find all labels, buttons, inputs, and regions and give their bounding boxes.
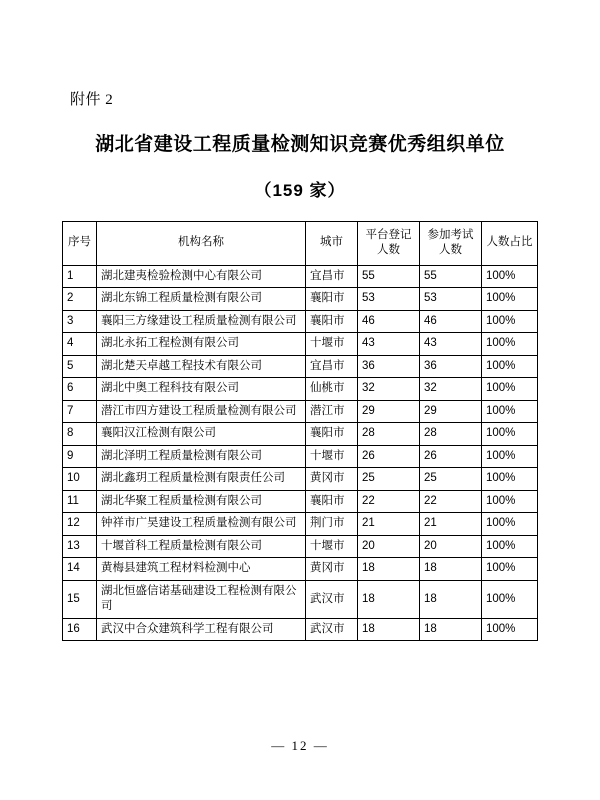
cell-rate: 100% bbox=[482, 400, 538, 423]
cell-city: 宜昌市 bbox=[306, 265, 358, 288]
column-header-name: 机构名称 bbox=[97, 221, 306, 265]
cell-rate: 100% bbox=[482, 333, 538, 356]
cell-index: 1 bbox=[63, 265, 97, 288]
cell-registered-count: 26 bbox=[358, 445, 420, 468]
cell-exam-count: 26 bbox=[420, 445, 482, 468]
cell-index: 3 bbox=[63, 310, 97, 333]
cell-rate: 100% bbox=[482, 445, 538, 468]
cell-organization-name: 湖北鑫玥工程质量检测有限责任公司 bbox=[97, 468, 306, 491]
table-row bbox=[63, 580, 538, 618]
column-header-registered-line1: 平台登记 bbox=[365, 228, 412, 241]
cell-registered-count: 21 bbox=[358, 513, 420, 536]
cell-rate: 100% bbox=[482, 490, 538, 513]
cell-exam-count: 18 bbox=[420, 558, 482, 581]
cell-index: 12 bbox=[63, 513, 97, 536]
cell-index: 6 bbox=[63, 378, 97, 401]
cell-organization-name: 湖北中奥工程科技有限公司 bbox=[97, 378, 306, 401]
cell-index: 4 bbox=[63, 333, 97, 356]
cell-rate: 100% bbox=[482, 288, 538, 311]
cell-exam-count: 18 bbox=[420, 580, 482, 618]
table-row bbox=[63, 535, 538, 558]
column-header-registered-line2: 人数 bbox=[377, 244, 400, 257]
column-header-registered bbox=[358, 221, 420, 265]
cell-rate: 100% bbox=[482, 310, 538, 333]
table-row bbox=[63, 355, 538, 378]
cell-index: 13 bbox=[63, 535, 97, 558]
table-header-row bbox=[63, 221, 538, 265]
cell-rate: 100% bbox=[482, 618, 538, 641]
cell-registered-count: 18 bbox=[358, 580, 420, 618]
cell-exam-count: 18 bbox=[420, 618, 482, 641]
cell-organization-name: 湖北建夷检验检测中心有限公司 bbox=[97, 265, 306, 288]
table-row bbox=[63, 333, 538, 356]
cell-rate: 100% bbox=[482, 355, 538, 378]
cell-city: 十堰市 bbox=[306, 445, 358, 468]
cell-city: 襄阳市 bbox=[306, 288, 358, 311]
cell-organization-name: 湖北华聚工程质量检测有限公司 bbox=[97, 490, 306, 513]
cell-index: 2 bbox=[63, 288, 97, 311]
cell-rate: 100% bbox=[482, 265, 538, 288]
cell-exam-count: 46 bbox=[420, 310, 482, 333]
cell-registered-count: 46 bbox=[358, 310, 420, 333]
cell-registered-count: 18 bbox=[358, 558, 420, 581]
cell-city: 荆门市 bbox=[306, 513, 358, 536]
cell-registered-count: 53 bbox=[358, 288, 420, 311]
cell-exam-count: 25 bbox=[420, 468, 482, 491]
cell-rate: 100% bbox=[482, 423, 538, 446]
cell-rate: 100% bbox=[482, 535, 538, 558]
table-row bbox=[63, 288, 538, 311]
cell-exam-count: 43 bbox=[420, 333, 482, 356]
cell-exam-count: 32 bbox=[420, 378, 482, 401]
cell-rate: 100% bbox=[482, 378, 538, 401]
cell-city: 宜昌市 bbox=[306, 355, 358, 378]
cell-organization-name: 襄阳汉江检测有限公司 bbox=[97, 423, 306, 446]
cell-rate: 100% bbox=[482, 558, 538, 581]
cell-organization-name: 湖北东锦工程质量检测有限公司 bbox=[97, 288, 306, 311]
page-subtitle: （159 家） bbox=[254, 180, 346, 200]
cell-organization-name: 潜江市四方建设工程质量检测有限公司 bbox=[97, 400, 306, 423]
cell-city: 襄阳市 bbox=[306, 310, 358, 333]
cell-index: 7 bbox=[63, 400, 97, 423]
cell-exam-count: 53 bbox=[420, 288, 482, 311]
cell-registered-count: 55 bbox=[358, 265, 420, 288]
cell-organization-name: 湖北恒盛信诺基础建设工程检测有限公司 bbox=[97, 580, 306, 618]
cell-organization-name: 黄梅县建筑工程材料检测中心 bbox=[97, 558, 306, 581]
cell-organization-name: 武汉中合众建筑科学工程有限公司 bbox=[97, 618, 306, 641]
cell-organization-name: 湖北永拓工程检测有限公司 bbox=[97, 333, 306, 356]
table-row bbox=[63, 400, 538, 423]
cell-registered-count: 36 bbox=[358, 355, 420, 378]
cell-registered-count: 32 bbox=[358, 378, 420, 401]
cell-city: 襄阳市 bbox=[306, 490, 358, 513]
cell-city: 襄阳市 bbox=[306, 423, 358, 446]
cell-registered-count: 28 bbox=[358, 423, 420, 446]
cell-registered-count: 43 bbox=[358, 333, 420, 356]
cell-index: 10 bbox=[63, 468, 97, 491]
organizations-table bbox=[62, 221, 538, 642]
cell-exam-count: 22 bbox=[420, 490, 482, 513]
table-row bbox=[63, 490, 538, 513]
table-row bbox=[63, 445, 538, 468]
table-row bbox=[63, 310, 538, 333]
cell-index: 16 bbox=[63, 618, 97, 641]
table-row bbox=[63, 265, 538, 288]
cell-exam-count: 36 bbox=[420, 355, 482, 378]
cell-city: 武汉市 bbox=[306, 618, 358, 641]
cell-rate: 100% bbox=[482, 468, 538, 491]
cell-rate: 100% bbox=[482, 580, 538, 618]
cell-index: 8 bbox=[63, 423, 97, 446]
cell-index: 5 bbox=[63, 355, 97, 378]
cell-registered-count: 25 bbox=[358, 468, 420, 491]
cell-organization-name: 十堰首科工程质量检测有限公司 bbox=[97, 535, 306, 558]
table-row bbox=[63, 468, 538, 491]
page-title: 湖北省建设工程质量检测知识竞赛优秀组织单位 bbox=[95, 134, 505, 155]
column-header-city: 城市 bbox=[306, 221, 358, 265]
cell-city: 黄冈市 bbox=[306, 558, 358, 581]
table-row bbox=[63, 558, 538, 581]
cell-index: 15 bbox=[63, 580, 97, 618]
cell-registered-count: 22 bbox=[358, 490, 420, 513]
cell-registered-count: 18 bbox=[358, 618, 420, 641]
cell-city: 潜江市 bbox=[306, 400, 358, 423]
cell-organization-name: 襄阳三方缘建设工程质量检测有限公司 bbox=[97, 310, 306, 333]
table-row bbox=[63, 423, 538, 446]
cell-exam-count: 21 bbox=[420, 513, 482, 536]
cell-city: 黄冈市 bbox=[306, 468, 358, 491]
table-row bbox=[63, 378, 538, 401]
cell-city: 十堰市 bbox=[306, 535, 358, 558]
column-header-exam-line2: 人数 bbox=[439, 244, 462, 257]
cell-exam-count: 28 bbox=[420, 423, 482, 446]
cell-organization-name: 湖北楚天卓越工程技术有限公司 bbox=[97, 355, 306, 378]
cell-rate: 100% bbox=[482, 513, 538, 536]
attachment-label: 附件 2 bbox=[70, 92, 114, 108]
cell-index: 9 bbox=[63, 445, 97, 468]
cell-city: 武汉市 bbox=[306, 580, 358, 618]
column-header-exam bbox=[420, 221, 482, 265]
cell-index: 14 bbox=[63, 558, 97, 581]
cell-exam-count: 20 bbox=[420, 535, 482, 558]
cell-index: 11 bbox=[63, 490, 97, 513]
table-row bbox=[63, 513, 538, 536]
table-row bbox=[63, 618, 538, 641]
column-header-rate: 人数占比 bbox=[482, 221, 538, 265]
cell-organization-name: 湖北泽明工程质量检测有限公司 bbox=[97, 445, 306, 468]
column-header-index: 序号 bbox=[63, 221, 97, 265]
cell-city: 十堰市 bbox=[306, 333, 358, 356]
column-header-exam-line1: 参加考试 bbox=[427, 228, 474, 241]
cell-organization-name: 钟祥市广昊建设工程质量检测有限公司 bbox=[97, 513, 306, 536]
cell-registered-count: 20 bbox=[358, 535, 420, 558]
cell-city: 仙桃市 bbox=[306, 378, 358, 401]
cell-registered-count: 29 bbox=[358, 400, 420, 423]
cell-exam-count: 29 bbox=[420, 400, 482, 423]
page-number: — 12 — bbox=[271, 738, 329, 753]
cell-exam-count: 55 bbox=[420, 265, 482, 288]
